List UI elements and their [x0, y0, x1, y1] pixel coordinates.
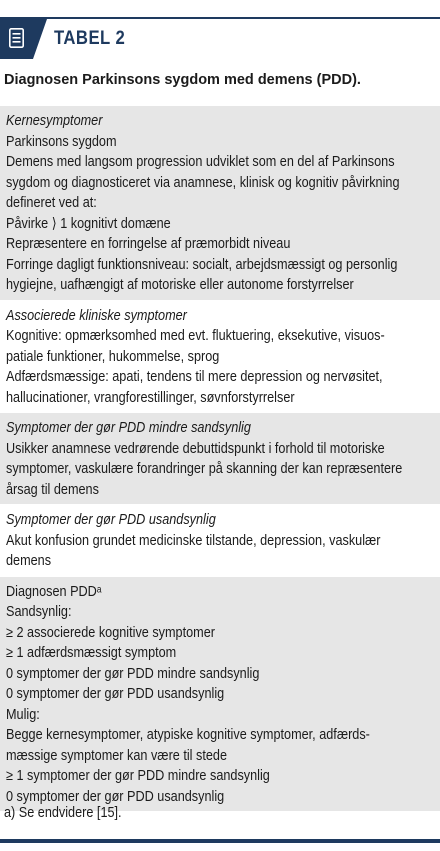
table-line: årsag til demens	[6, 481, 99, 498]
table-line: patiale funktioner, hukommelse, sprog	[6, 348, 220, 365]
table-line: Påvirke ⟩ 1 kognitivt domæne	[6, 215, 171, 232]
section-heading: Symptomer der gør PDD usandsynlig	[6, 512, 216, 528]
table-line: defineret ved at:	[6, 195, 97, 211]
table-line: demens	[6, 553, 52, 569]
table-line: Mulig:	[6, 706, 40, 723]
table-line: Diagnosen PDDᵃ	[6, 583, 102, 600]
document-icon	[9, 28, 24, 48]
table-caption: Diagnosen Parkinsons sygdom med demens (PDD).	[4, 72, 361, 88]
section-mindre-sandsynlig	[0, 412, 440, 504]
table-line: Akut konfusion grundet medicinske tilstande, depression, vaskulær	[6, 532, 381, 549]
table-line: sygdom og diagnosticeret via anamnese, klinisk og kognitiv påvirkning	[6, 174, 400, 191]
table-line: ≥ 1 symptomer der gør PDD mindre sandsynlig	[6, 768, 270, 784]
table-line: ≥ 2 associerede kognitive symptomer	[6, 624, 215, 641]
table-line: 0 symptomer der gør PDD usandsynlig	[6, 788, 225, 805]
section-usandsynlig	[0, 504, 440, 576]
table-header	[0, 19, 440, 65]
criteria-table	[0, 105, 440, 811]
table-line: Sandsynlig:	[6, 604, 72, 620]
table-line: hallucinationer, vrangforestillinger, søvnforstyrrelser	[6, 389, 295, 406]
section-heading: Associerede kliniske symptomer	[6, 307, 187, 324]
table-line: symptomer, vaskulære forandringer på skanning der kan repræsentere	[6, 461, 403, 477]
table-line: Repræsentere en forringelse af præmorbidt niveau	[6, 236, 291, 252]
table-line: Adfærdsmæssige: apati, tendens til mere depression og nervøsitet,	[6, 369, 383, 385]
header-icon-box	[0, 19, 33, 59]
table-footnote: a) Se endvidere [15].	[4, 805, 122, 821]
section-diagnosen	[0, 576, 440, 812]
table-line: Begge kernesymptomer, atypiske kognitive symptomer, adfærds-	[6, 727, 370, 743]
bottom-rule	[0, 839, 440, 843]
section-kernesymptomer	[0, 105, 440, 300]
table-title: TABEL 2	[54, 28, 126, 49]
table-line: 0 symptomer der gør PDD usandsynlig	[6, 686, 225, 702]
table-line: Usikker anamnese vedrørende debuttidspunkt i forhold til motoriske	[6, 440, 385, 457]
table-line: ≥ 1 adfærdsmæssigt symptom	[6, 645, 177, 661]
table-line: mæssige symptomer kan være til stede	[6, 747, 227, 764]
table-line: Forringe dagligt funktionsniveau: socialt, arbejdsmæssigt og personlig	[6, 256, 398, 273]
section-heading: Kernesymptomer	[6, 113, 103, 129]
table-line: 0 symptomer der gør PDD mindre sandsynlig	[6, 665, 260, 682]
section-heading: Symptomer der gør PDD mindre sandsynlig	[6, 420, 251, 436]
table-line: Kognitive: opmærksomhed med evt. fluktuering, eksekutive, visuos-	[6, 328, 385, 344]
table-line: Parkinsons sygdom	[6, 133, 117, 150]
section-associerede	[0, 300, 440, 413]
table-line: hygiejne, uafhængigt af motoriske eller autonome forstyrrelser	[6, 277, 354, 293]
table-line: Demens med langsom progression udviklet som en del af Parkinsons	[6, 154, 395, 170]
